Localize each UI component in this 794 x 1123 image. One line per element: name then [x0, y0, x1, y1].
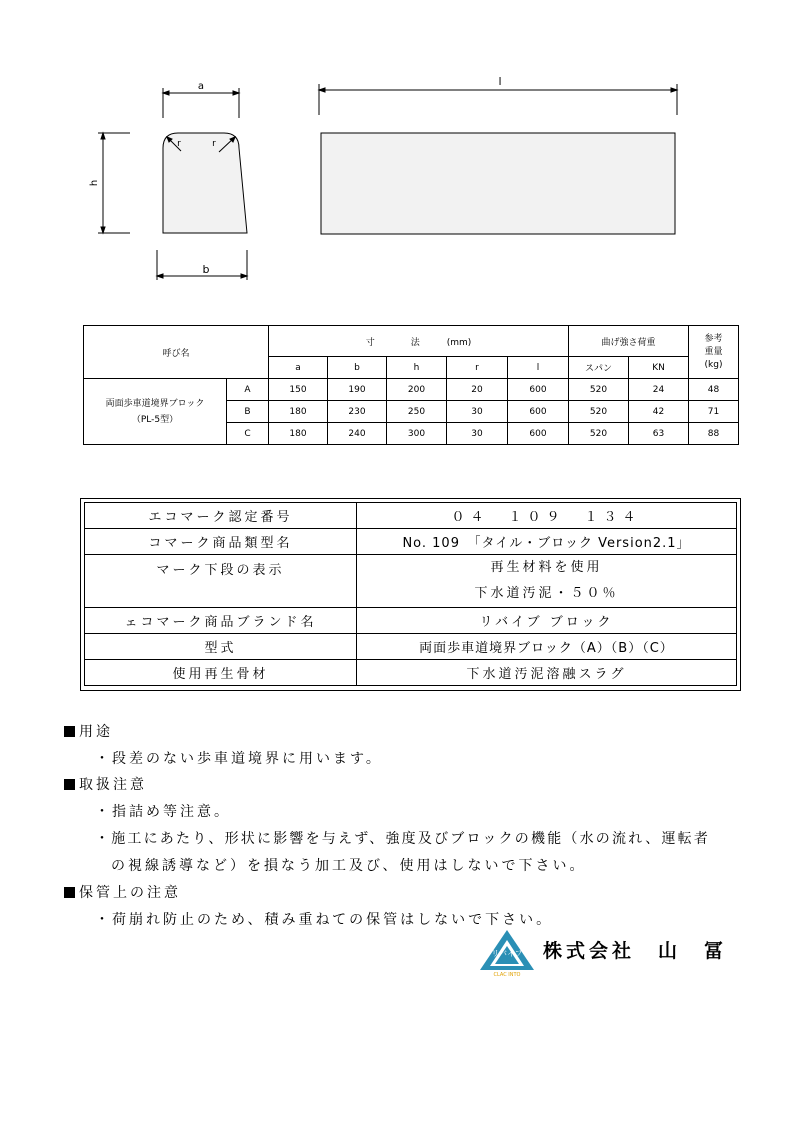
- eco-label: ェコマーク商品ブランド名: [85, 608, 357, 634]
- cell: 71: [689, 401, 739, 423]
- cross-section-shape: [163, 133, 247, 233]
- square-bullet-icon: [64, 779, 75, 790]
- eco-label: コマーク商品類型名: [85, 529, 357, 555]
- cell: 300: [387, 423, 447, 445]
- sub-header-span: スパン: [569, 357, 629, 379]
- eco-label: マーク下段の表示: [85, 555, 357, 608]
- eco-value: No. 109 「タイル・ブロック Version2.1」: [357, 529, 737, 555]
- sub-header-l: l: [508, 357, 569, 379]
- table-row: [85, 660, 737, 686]
- cell: 520: [569, 379, 629, 401]
- dim-l-label: l: [498, 75, 502, 88]
- square-bullet-icon: [64, 726, 75, 737]
- cell: 20: [447, 379, 508, 401]
- sub-header-kn: KN: [629, 357, 689, 379]
- weight-header-line2: 重量: [704, 346, 723, 357]
- handling-item-1: ・指詰め等注意。: [95, 804, 231, 820]
- product-name-line1: 両面歩車道境界ブロック: [105, 398, 205, 409]
- logo-text: リバイブ: [491, 949, 523, 958]
- strength-header: 曲げ強さ荷重: [569, 326, 689, 357]
- dim-b-label: b: [202, 263, 210, 276]
- usage-item-1: ・段差のない歩車道境界に用います。: [95, 751, 383, 767]
- product-name: [84, 379, 227, 445]
- cell: 24: [629, 379, 689, 401]
- cell: 200: [387, 379, 447, 401]
- dim-r-left-label: r: [177, 139, 181, 149]
- cell: 520: [569, 423, 629, 445]
- sub-header-b: b: [328, 357, 387, 379]
- side-view-shape: [321, 133, 675, 234]
- dim-h-label: h: [89, 179, 100, 187]
- cell: 180: [269, 423, 328, 445]
- dim-a-label: a: [197, 81, 205, 92]
- cell: 230: [328, 401, 387, 423]
- sub-header-r: r: [447, 357, 508, 379]
- logo-subtext: CLAC INTO: [493, 972, 521, 978]
- handling-heading-text: 取扱注意: [79, 777, 147, 793]
- cell: 600: [508, 401, 569, 423]
- storage-heading: [64, 882, 181, 902]
- row-type: A: [227, 379, 269, 401]
- cell: 48: [689, 379, 739, 401]
- sub-header-a: a: [269, 357, 328, 379]
- eco-label: 型式: [85, 634, 357, 660]
- handling-item-2-cont: の視線誘導など）を損なう加工及び、使用はしないで下さい。: [111, 858, 587, 874]
- row-type: C: [227, 423, 269, 445]
- cell: 600: [508, 423, 569, 445]
- cell: 190: [328, 379, 387, 401]
- block-drawing: [0, 0, 794, 300]
- eco-label: 使用再生骨材: [85, 660, 357, 686]
- cell: 240: [328, 423, 387, 445]
- cell: 88: [689, 423, 739, 445]
- eco-mark-table: [84, 502, 737, 686]
- eco-value: ０４ １０９ １３４: [357, 503, 737, 529]
- eco-label: エコマーク認定番号: [85, 503, 357, 529]
- eco-mark-box: [80, 498, 741, 691]
- usage-heading: [64, 721, 113, 741]
- table-row: [85, 503, 737, 529]
- eco-value: 両面歩車道境界ブロック（A）（B）（C）: [357, 634, 737, 660]
- row-type: B: [227, 401, 269, 423]
- sub-header-h: h: [387, 357, 447, 379]
- storage-item-1: ・荷崩れ防止のため、積み重ねての保管はしないで下さい。: [95, 912, 554, 928]
- cell: 250: [387, 401, 447, 423]
- table-row: [85, 634, 737, 660]
- usage-heading-text: 用途: [79, 724, 113, 740]
- cell: 520: [569, 401, 629, 423]
- cell: 150: [269, 379, 328, 401]
- cell: 30: [447, 401, 508, 423]
- table-row: [85, 529, 737, 555]
- handling-item-2: ・施工にあたり、形状に影響を与えず、強度及びブロックの機能（水の流れ、運転者: [95, 831, 711, 847]
- cell: 63: [629, 423, 689, 445]
- product-name-line2: （PL-5型）: [131, 414, 179, 425]
- storage-heading-text: 保管上の注意: [79, 885, 181, 901]
- weight-header: [689, 326, 739, 379]
- spec-table: [83, 325, 739, 445]
- company-logo: [478, 928, 536, 978]
- name-header: 呼び名: [84, 326, 269, 379]
- eco-value-line2: 下水道汚泥・５０％: [474, 586, 619, 601]
- table-row: [85, 608, 737, 634]
- cell: 42: [629, 401, 689, 423]
- dim-r-right-label: r: [212, 139, 216, 149]
- cell: 30: [447, 423, 508, 445]
- company-name: 株式会社 山 冨: [543, 940, 728, 962]
- handling-heading: [64, 774, 147, 794]
- table-row: [85, 555, 737, 608]
- eco-value-line1: 再生材料を使用: [490, 560, 603, 575]
- eco-value: [357, 555, 737, 608]
- cell: 600: [508, 379, 569, 401]
- table-row: [84, 379, 739, 401]
- eco-value: 下水道汚泥溶融スラグ: [357, 660, 737, 686]
- weight-header-line1: 参考: [704, 333, 723, 344]
- cell: 180: [269, 401, 328, 423]
- weight-header-unit: (kg): [704, 359, 723, 370]
- dims-header: 寸 法 (mm): [269, 326, 569, 357]
- square-bullet-icon: [64, 887, 75, 898]
- eco-value: リバイブ ブロック: [357, 608, 737, 634]
